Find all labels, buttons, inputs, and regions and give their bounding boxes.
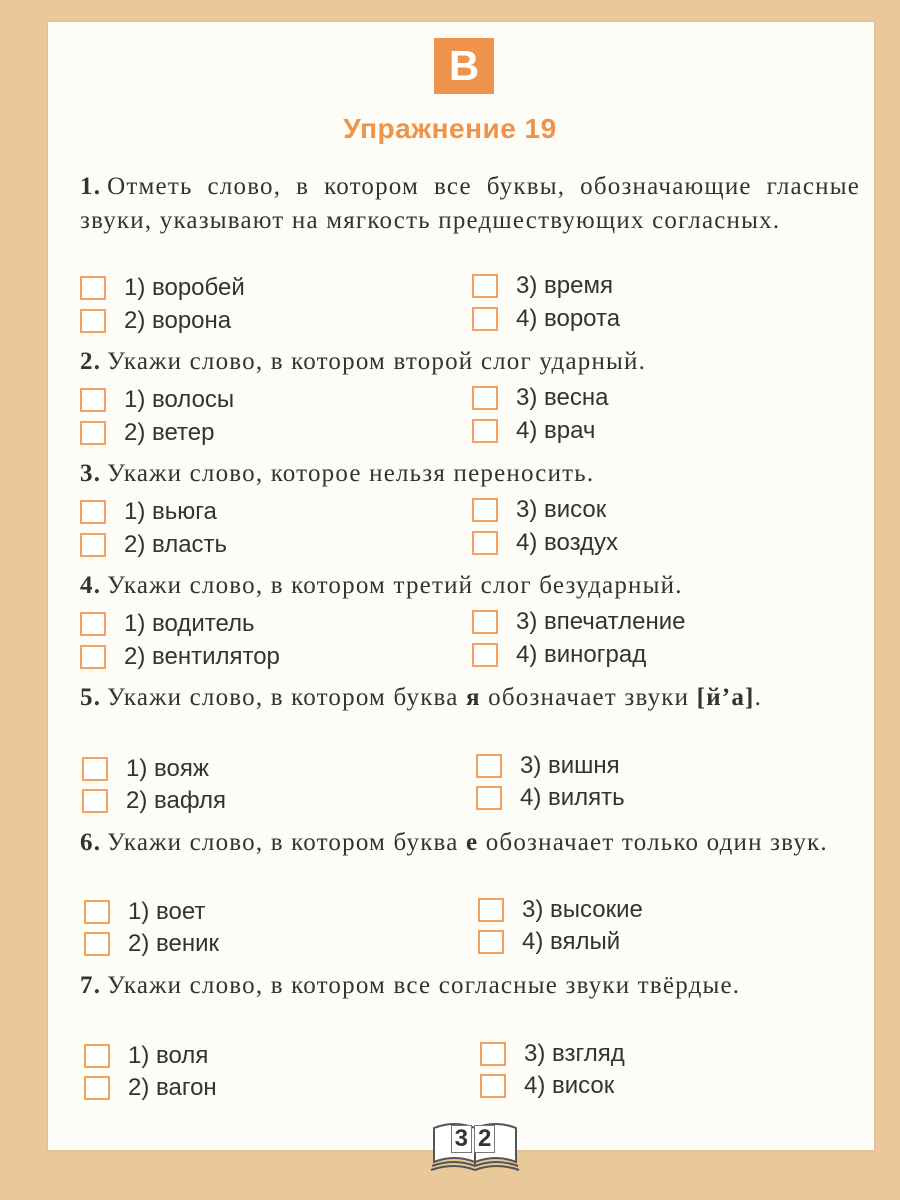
option-label: 4) врач	[516, 417, 596, 444]
page-digit: 2	[474, 1125, 495, 1153]
option-label: 3) взгляд	[524, 1040, 625, 1067]
option-label: 4) воздух	[516, 529, 619, 556]
question-4	[80, 569, 860, 603]
option-4-1[interactable]	[80, 609, 255, 639]
question-1	[80, 170, 860, 238]
option-label: 2) вафля	[126, 787, 227, 814]
question-6	[80, 826, 860, 860]
option-label: 2) власть	[124, 531, 228, 558]
checkbox[interactable]	[472, 643, 498, 667]
checkbox[interactable]	[480, 1042, 506, 1066]
page-digit: 3	[451, 1125, 472, 1153]
question-text-end: обозначает только один звук.	[485, 829, 828, 856]
question-text: Укажи слово, в котором второй слог ударный.	[107, 348, 647, 375]
question-number: 2.	[80, 348, 102, 375]
checkbox[interactable]	[472, 386, 498, 410]
checkbox[interactable]	[476, 786, 502, 810]
option-label: 4) ворота	[516, 305, 621, 332]
question-text: Укажи слово, в котором третий слог безударный.	[107, 572, 683, 599]
question-5	[80, 681, 860, 715]
question-text: Укажи слово, которое нельзя переносить.	[107, 460, 595, 487]
option-label: 1) воет	[128, 898, 206, 925]
highlighted-letter: е	[465, 829, 479, 856]
checkbox[interactable]	[476, 754, 502, 778]
checkbox[interactable]	[480, 1074, 506, 1098]
checkbox[interactable]	[80, 276, 106, 300]
question-text-mid: обозначает звуки	[488, 684, 690, 711]
option-label: 3) высокие	[522, 896, 643, 923]
option-label: 3) время	[516, 272, 613, 299]
option-label: 4) висок	[524, 1072, 615, 1099]
checkbox[interactable]	[82, 757, 108, 781]
question-text: Укажи слово, в котором все согласные звуки твёрдые.	[107, 972, 741, 999]
question-number: 6.	[80, 829, 102, 856]
question-text: Укажи слово, в котором буква	[107, 684, 459, 711]
option-7-3[interactable]	[480, 1039, 625, 1069]
checkbox[interactable]	[84, 1044, 110, 1068]
option-3-2[interactable]	[80, 530, 227, 560]
option-2-4[interactable]	[472, 416, 595, 446]
option-5-1[interactable]	[82, 754, 209, 784]
checkbox[interactable]	[472, 610, 498, 634]
option-label: 2) веник	[128, 930, 219, 957]
page-number	[443, 1124, 503, 1154]
option-7-1[interactable]	[84, 1041, 208, 1071]
option-1-2[interactable]	[80, 306, 231, 336]
checkbox[interactable]	[472, 419, 498, 443]
question-number: 3.	[80, 460, 102, 487]
question-number: 4.	[80, 572, 102, 599]
checkbox[interactable]	[80, 309, 106, 333]
question-number: 7.	[80, 972, 102, 999]
option-label: 1) вьюга	[124, 498, 217, 525]
question-text: Отметь слово, в котором все буквы, обозначающие гласные звуки, указывают на мягкость предшествующих согласных.	[80, 173, 860, 234]
option-2-3[interactable]	[472, 383, 608, 413]
option-label: 1) волосы	[124, 386, 235, 413]
option-6-1[interactable]	[84, 897, 205, 927]
checkbox[interactable]	[80, 533, 106, 557]
option-2-2[interactable]	[80, 418, 214, 448]
option-2-1[interactable]	[80, 385, 234, 415]
option-4-3[interactable]	[472, 607, 685, 637]
checkbox[interactable]	[84, 932, 110, 956]
option-label: 2) вентилятор	[124, 643, 280, 670]
option-6-2[interactable]	[84, 929, 219, 959]
option-label: 1) водитель	[124, 610, 255, 637]
checkbox[interactable]	[478, 898, 504, 922]
option-3-3[interactable]	[472, 495, 606, 525]
option-label: 4) вялый	[522, 928, 621, 955]
option-label: 2) вагон	[128, 1074, 217, 1101]
checkbox[interactable]	[478, 930, 504, 954]
sound-transcription: [й’а]	[696, 684, 755, 711]
option-6-3[interactable]	[478, 895, 643, 925]
option-label: 1) воробей	[124, 274, 245, 301]
checkbox[interactable]	[80, 500, 106, 524]
exercise-title: Упражнение 19	[343, 113, 557, 144]
question-text-end: .	[754, 684, 763, 711]
checkbox[interactable]	[80, 645, 106, 669]
checkbox[interactable]	[80, 612, 106, 636]
checkbox[interactable]	[472, 498, 498, 522]
option-5-3[interactable]	[476, 751, 620, 781]
option-4-2[interactable]	[80, 642, 280, 672]
checkbox[interactable]	[84, 1076, 110, 1100]
option-3-4[interactable]	[472, 528, 618, 558]
highlighted-letter: я	[465, 684, 481, 711]
option-label: 4) вилять	[520, 784, 625, 811]
option-label: 3) впечатление	[516, 608, 686, 635]
option-7-4[interactable]	[480, 1071, 614, 1101]
option-1-1[interactable]	[80, 273, 245, 303]
option-1-4[interactable]	[472, 304, 620, 334]
question-3	[80, 457, 860, 491]
checkbox[interactable]	[84, 900, 110, 924]
checkbox[interactable]	[472, 274, 498, 298]
option-5-2[interactable]	[82, 786, 226, 816]
question-text: Укажи слово, в котором буква	[107, 829, 459, 856]
option-label: 3) весна	[516, 384, 609, 411]
option-1-3[interactable]	[472, 271, 613, 301]
checkbox[interactable]	[472, 307, 498, 331]
option-6-4[interactable]	[478, 927, 620, 957]
section-badge: В	[434, 38, 494, 94]
option-label: 4) виноград	[516, 641, 647, 668]
option-4-4[interactable]	[472, 640, 646, 670]
checkbox[interactable]	[82, 789, 108, 813]
option-7-2[interactable]	[84, 1073, 217, 1103]
question-number: 5.	[80, 684, 102, 711]
option-label: 2) ветер	[124, 419, 215, 446]
option-3-1[interactable]	[80, 497, 217, 527]
checkbox[interactable]	[472, 531, 498, 555]
question-2	[80, 345, 860, 379]
option-label: 1) воля	[128, 1042, 209, 1069]
option-label: 2) ворона	[124, 307, 232, 334]
question-number: 1.	[80, 173, 102, 200]
option-label: 1) вояж	[126, 755, 209, 782]
option-5-4[interactable]	[476, 783, 625, 813]
question-7	[80, 969, 860, 1003]
option-label: 3) вишня	[520, 752, 620, 779]
checkbox[interactable]	[80, 388, 106, 412]
checkbox[interactable]	[80, 421, 106, 445]
option-label: 3) висок	[516, 496, 607, 523]
